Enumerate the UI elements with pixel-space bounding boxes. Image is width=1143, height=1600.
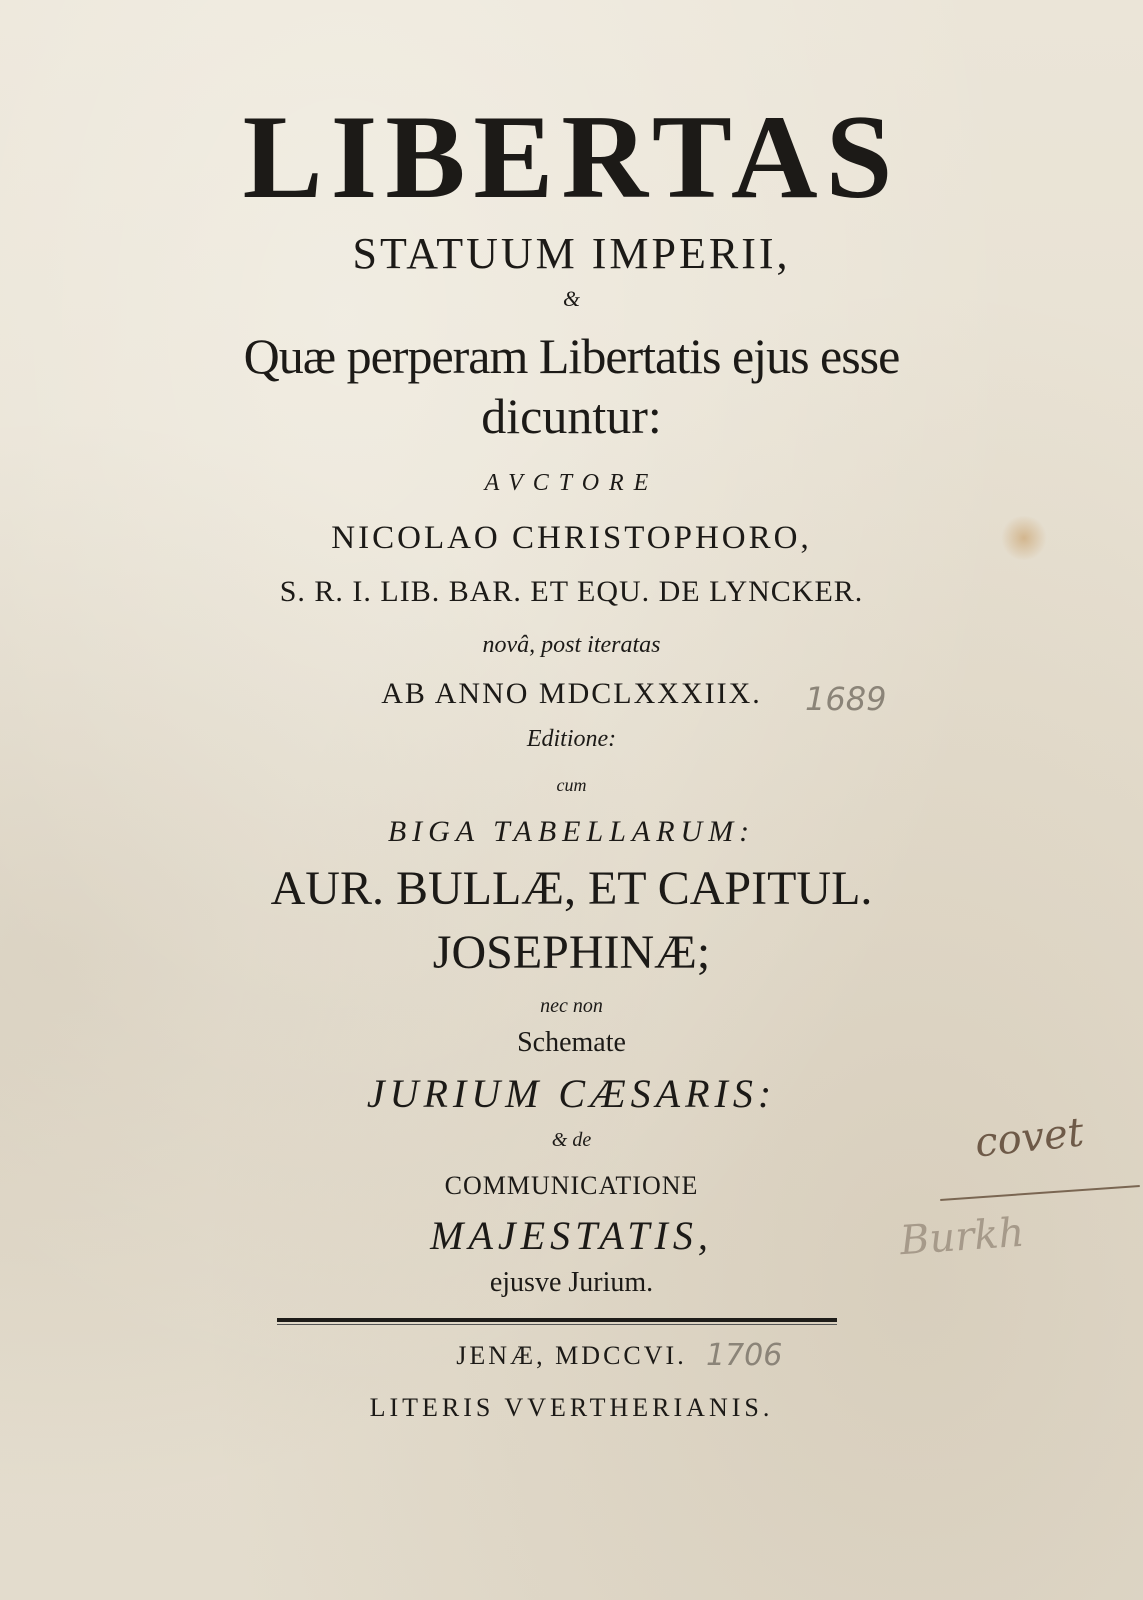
jurium-caesaris: JURIUM CÆSARIS: — [366, 1071, 777, 1116]
title: LIBERTAS — [242, 90, 901, 223]
schemate: Schemate — [517, 1027, 626, 1058]
imprint-place-date: JENÆ, MDCCVI. — [456, 1341, 687, 1370]
auctore-label: AVCTORE — [484, 470, 659, 496]
cum-label: cum — [556, 775, 587, 795]
communicatione: COMMUNICATIONE — [444, 1171, 699, 1200]
nec-non: nec non — [540, 995, 603, 1017]
conjunction-and: & — [562, 286, 581, 311]
title-line-quae: Quæ perperam Libertatis ejus esse — [243, 328, 900, 384]
majestatis: MAJESTATIS, — [430, 1213, 713, 1258]
ejusve-jurium: ejusve Jurium. — [489, 1267, 654, 1298]
pencil-note-year-1706: 1706 — [706, 1338, 783, 1373]
conjunction-and-de: & de — [551, 1129, 592, 1151]
author-name: NICOLAO CHRISTOPHORO, — [331, 520, 812, 556]
edition-line-1: novâ, post iteratas — [482, 632, 661, 658]
edition-line-2: AB ANNO MDCLXXXIIX. — [381, 677, 762, 710]
title-line-dicuntur: dicuntur: — [481, 388, 662, 444]
divider-rule-thin — [277, 1324, 837, 1325]
josephinae-line: JOSEPHINÆ; — [432, 926, 711, 979]
author-title: S. R. I. LIB. BAR. ET EQU. DE LYNCKER. — [279, 575, 864, 608]
ink-note-2: Burkh — [898, 1209, 1026, 1265]
biga-tabellarum: BIGA TABELLARUM: — [387, 815, 756, 848]
subtitle: STATUUM IMPERII, — [352, 229, 791, 278]
edition-line-3: Editione: — [526, 726, 617, 752]
divider-rule — [277, 1318, 837, 1322]
ink-note-1: covet — [972, 1109, 1086, 1167]
pencil-note-year-1689: 1689 — [805, 680, 887, 718]
aur-bullae-line: AUR. BULLÆ, ET CAPITUL. — [270, 862, 873, 915]
imprint-printer: LITERIS VVERTHERIANIS. — [369, 1393, 774, 1422]
